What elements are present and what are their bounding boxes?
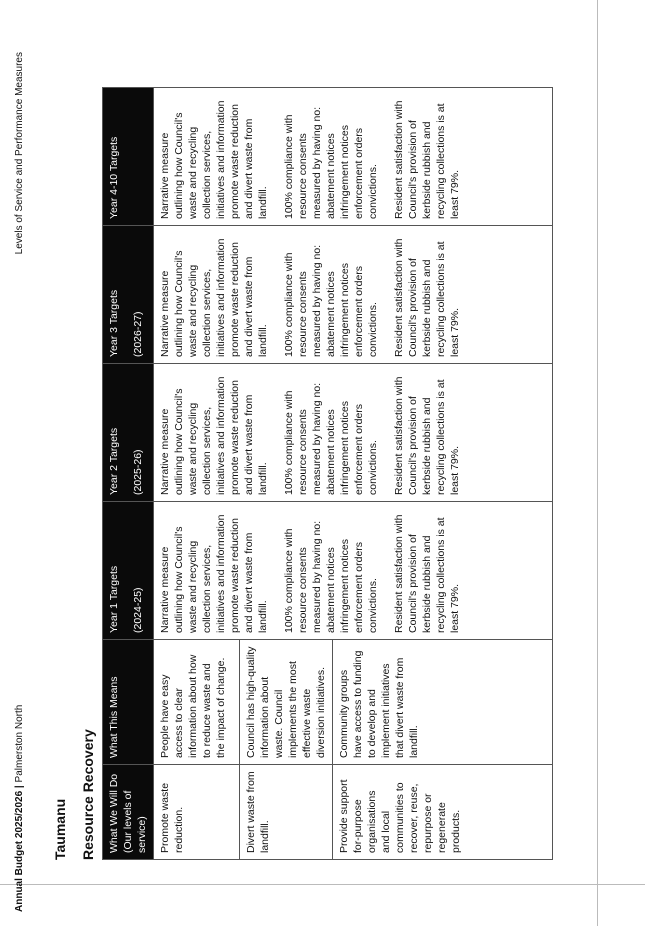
targets-year1-cell — [154, 502, 553, 640]
targets-year2-cell — [154, 364, 553, 502]
table-header-row — [103, 88, 154, 860]
levels-of-service-table — [102, 87, 553, 860]
column-header-service: What We Will Do (Our levels of service) — [103, 765, 154, 860]
means-cell: People have easy access to clear information about how to reduce waste and the impact of change. — [154, 640, 240, 765]
means-cell: Council has high-quality information about waste. Council implements the most effective waste diversion initiatives. — [240, 640, 333, 765]
page-content — [14, 32, 634, 912]
service-cell: Promote waste reduction. — [154, 765, 240, 860]
year3-period: (2026-27) — [132, 311, 144, 357]
target-compliance: 100% compliance with resource consents measured by having no: abatement notices infringement notices enforcement orders convictions. — [283, 106, 379, 219]
target-satisfaction: Resident satisfaction with Council's provision of kerbside rubbish and recycling collections is at least 79%. — [393, 376, 461, 495]
section-title: Resource Recovery — [80, 729, 96, 860]
target-narrative: Narrative measure outlining how Council's waste and recycling collection services, initiatives and information promote waste reduction and divert waste from landfill. — [159, 100, 269, 219]
service-cell: Provide support for-purpose organisations and local communities to recover, reuse, repurpose or regenerate products. — [333, 765, 553, 860]
year2-period: (2025-26) — [132, 449, 144, 495]
column-header-year3 — [103, 226, 154, 364]
target-satisfaction: Resident satisfaction with Council's provision of kerbside rubbish and recycling collections is at least 79%. — [393, 100, 461, 219]
column-header-means: What This Means — [103, 640, 154, 765]
target-compliance: 100% compliance with resource consents measured by having no: abatement notices infringement notices enforcement orders convictions. — [283, 382, 379, 495]
doc-title: Annual Budget 2025/2026 — [14, 790, 25, 912]
column-header-year2 — [103, 364, 154, 502]
table-row — [154, 88, 240, 860]
targets-year3-cell — [154, 226, 553, 364]
target-satisfaction: Resident satisfaction with Council's provision of kerbside rubbish and recycling collections is at least 79%. — [393, 514, 461, 633]
header-separator: | — [14, 785, 25, 789]
running-header-left — [14, 705, 25, 912]
target-satisfaction: Resident satisfaction with Council's provision of kerbside rubbish and recycling collections is at least 79%. — [393, 238, 461, 357]
targets-year4-10-cell — [154, 88, 553, 226]
service-cell: Divert waste from landfill. — [240, 765, 333, 860]
target-narrative: Narrative measure outlining how Council's waste and recycling collection services, initiatives and information promote waste reduction and divert waste from landfill. — [159, 376, 269, 495]
target-compliance: 100% compliance with resource consents measured by having no: abatement notices infringement notices enforcement orders convictions. — [283, 520, 379, 633]
year2-label: Year 2 Targets — [108, 427, 120, 495]
column-header-year1 — [103, 502, 154, 640]
target-narrative: Narrative measure outlining how Council's waste and recycling collection services, initiatives and information promote waste reduction and divert waste from landfill. — [159, 514, 269, 633]
running-header-right: Levels of Service and Performance Measures — [14, 52, 25, 255]
target-narrative: Narrative measure outlining how Council's waste and recycling collection services, initiatives and information promote waste reduction and divert waste from landfill. — [159, 238, 269, 357]
means-cell: Community groups have access to funding to develop and implement initiatives that divert waste from landfill. — [333, 640, 553, 765]
year1-period: (2024-25) — [132, 587, 144, 633]
year1-label: Year 1 Targets — [108, 565, 120, 633]
council-name: Palmerston North — [14, 704, 25, 783]
group-title: Taumanu — [52, 798, 68, 860]
year3-label: Year 3 Targets — [108, 289, 120, 357]
column-header-year4-10: Year 4-10 Targets — [103, 88, 154, 226]
target-compliance: 100% compliance with resource consents measured by having no: abatement notices infringement notices enforcement orders convictions. — [283, 244, 379, 357]
